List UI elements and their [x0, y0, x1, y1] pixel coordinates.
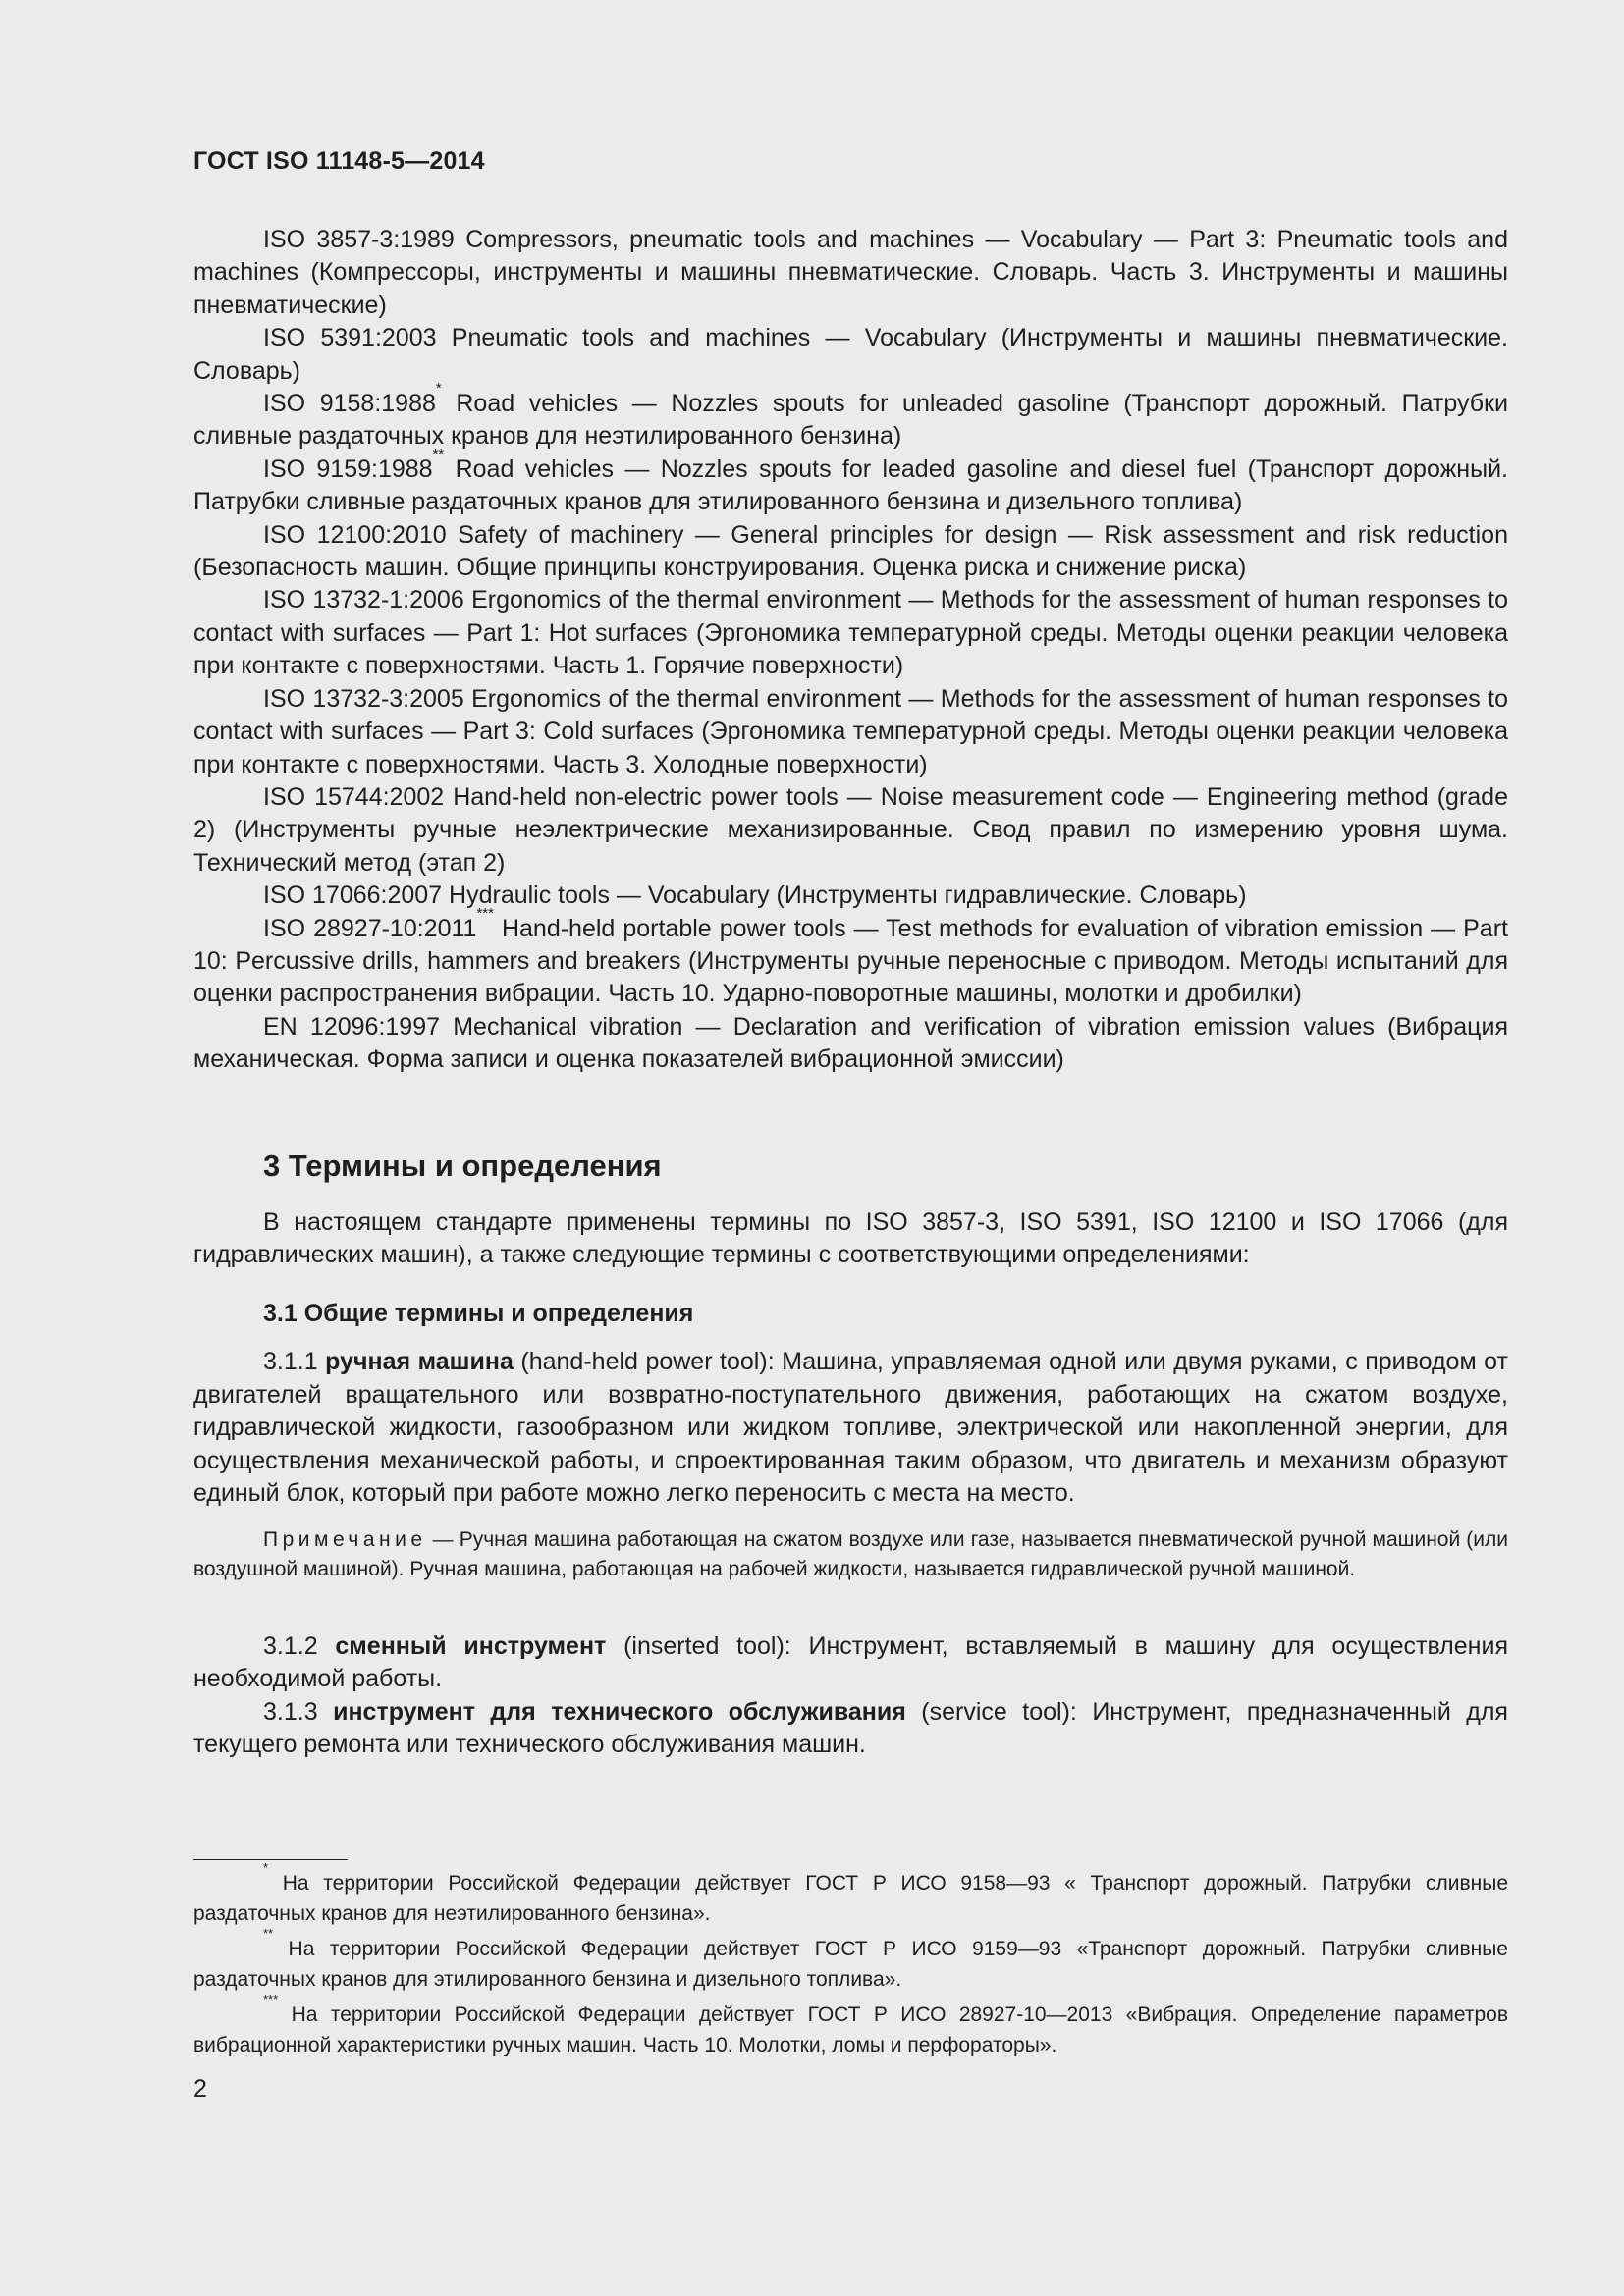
term-definition: (inserted tool): Инструмент, вставляемый в машину для осуществления необходимой работы.	[193, 1632, 1508, 1693]
normative-references	[193, 224, 1508, 1077]
term-definition: (hand-held power tool): Машина, управляемая одной или двумя руками, с приводом от двигателей вращательного или возвратно-поступательного движения, работающих на сжатом воздухе, гидравлической жидкости, газообразном или жидком топливе, электрической или накопленной энергии, для осуществления механической работы, и спроектированная таким образом, что двигатель и механизм образуют единый блок, который при работе можно легко переносить с места на место.	[193, 1348, 1508, 1508]
subsection-heading: 3.1 Общие термины и определения	[263, 1300, 694, 1327]
terms-3-1-2-and-3-1-3	[193, 1630, 1508, 1762]
term-number: 3.1.1	[263, 1348, 326, 1375]
page-number: 2	[193, 2075, 207, 2103]
reference-code: ISO 9158:1988	[263, 390, 436, 418]
footnote-separator	[193, 1859, 348, 1860]
footnote-mark: ***	[263, 1992, 279, 2006]
reference-en-12096: EN 12096:1997 Mechanical vibration — Declaration and verification of vibration emission values (Вибрация механическая. Форма записи и оценка показателей вибрационной эмиссии)	[193, 1012, 1508, 1074]
term-definition: (service tool): Инструмент, предназначенный для текущего ремонта или технического обслуживания машин.	[193, 1697, 1508, 1759]
footnote-text: На территории Российской Федерации действует ГОСТ Р ИСО 9158—93 « Транспорт дорожный. Патрубки сливные раздаточных кранов для неэтилированного бензина».	[193, 1872, 1508, 1925]
section-heading: 3 Термины и определения	[263, 1148, 662, 1183]
term-3-1-3	[193, 1696, 1508, 1762]
term-number: 3.1.2	[263, 1632, 336, 1660]
reference-title: Hand-held portable power tools — Test methods for evaluation of vibration emission — Part 10: Percussive drills, hammers and breakers (Инструменты ручные переносные с приводом. Методы испытаний для оценки распространения вибрации. Часть 10. Ударно-поворотные машины, молотки и дробилки)	[193, 914, 1508, 1008]
footnote-3	[193, 1992, 1508, 2060]
footnote-text: На территории Российской Федерации действует ГОСТ Р ИСО 28927-10—2013 «Вибрация. Определение параметров вибрационной характеристики ручных машин. Часть 10. Молотки, ломы и перфораторы».	[193, 2003, 1508, 2056]
term-3-1-1	[193, 1346, 1508, 1511]
footnote-text: На территории Российской Федерации действует ГОСТ Р ИСО 9159—93 «Транспорт дорожный. Патрубки сливные раздаточных кранов для этилированного бензина и дизельного топлива».	[193, 1938, 1508, 1991]
term-number: 3.1.3	[263, 1697, 334, 1726]
note-text: — Ручная машина работающая на сжатом воздухе или газе, называется пневматической ручной машиной (или воздушной машиной). Ручная машина, работающая на рабочей жидкости, называется гидравлической ручной машиной.	[193, 1528, 1508, 1580]
reference-iso-17066: ISO 17066:2007 Hydraulic tools — Vocabulary (Инструменты гидравлические. Словарь)	[263, 881, 1247, 910]
reference-iso-15744: ISO 15744:2002 Hand-held non-electric power tools — Noise measurement code — Engineering method (grade 2) (Инструменты ручные неэлектрические механизированные. Свод правил по измерению уровня шума. Технический метод (этап 2)	[193, 782, 1508, 877]
document-header: ГОСТ ISO 11148-5—2014	[193, 147, 485, 175]
term-note	[193, 1525, 1508, 1584]
footnote-mark: **	[263, 1926, 274, 1941]
reference-code: ISO 9159:1988	[263, 454, 433, 483]
footnote-1	[193, 1860, 1508, 1929]
term-name: ручная машина	[325, 1348, 514, 1375]
footnotes	[193, 1860, 1508, 2065]
footnote-2	[193, 1926, 1508, 1995]
reference-iso-13732-3: ISO 13732-3:2005 Ergonomics of the thermal environment — Methods for the assessment of human responses to contact with surfaces — Part 3: Cold surfaces (Эргономика температурной среды. Методы оценки реакции человека при контакте с поверхностями. Часть 3. Холодные поверхности)	[193, 684, 1508, 778]
footnote-mark: ***	[476, 904, 494, 922]
term-name: инструмент для технического обслуживания	[333, 1697, 906, 1726]
reference-title: Road vehicles — Nozzles spouts for leaded gasoline and diesel fuel (Транспорт дорожный. Патрубки сливные раздаточных кранов для этилированного бензина и дизельного топлива)	[193, 454, 1508, 516]
reference-iso-9159	[193, 445, 1508, 519]
reference-code: ISO 28927-10:2011	[263, 914, 477, 942]
term-paragraph	[193, 1346, 1508, 1511]
reference-title: Road vehicles — Nozzles spouts for unleaded gasoline (Транспорт дорожный. Патрубки сливные раздаточных кранов для неэтилированного бензина)	[193, 390, 1508, 451]
reference-iso-12100: ISO 12100:2010 Safety of machinery — General principles for design — Risk assessment and risk reduction (Безопасность машин. Общие принципы конструирования. Оценка риска и снижение риска)	[193, 520, 1508, 582]
reference-iso-9158	[193, 380, 1508, 454]
reference-iso-28927-10	[193, 904, 1508, 1011]
footnote-mark: **	[432, 445, 445, 462]
section-intro	[193, 1206, 1508, 1272]
reference-iso-3857-3: ISO 3857-3:1989 Compressors, pneumatic tools and machines — Vocabulary — Part 3: Pneumatic tools and machines (Компрессоры, инструменты и машины пневматические. Словарь. Часть 3. Инструменты и машины пневматические)	[193, 226, 1508, 319]
reference-iso-5391: ISO 5391:2003 Pneumatic tools and machines — Vocabulary (Инструменты и машины пневматические. Словарь)	[193, 324, 1508, 385]
note-paragraph	[193, 1525, 1508, 1584]
term-name: сменный инструмент	[335, 1632, 607, 1660]
footnote-mark: *	[263, 1860, 269, 1875]
intro-paragraph: В настоящем стандарте применены термины по ISO 3857-3, ISO 5391, ISO 12100 и ISO 17066 (для гидравлических машин), а также следующие термины с соответствующими определениями:	[193, 1208, 1508, 1269]
term-3-1-2	[193, 1630, 1508, 1696]
footnote-mark: *	[435, 380, 442, 398]
note-label: Примечание	[263, 1528, 427, 1551]
reference-iso-13732-1: ISO 13732-1:2006 Ergonomics of the thermal environment — Methods for the assessment of human responses to contact with surfaces — Part 1: Hot surfaces (Эргономика температурной среды. Методы оценки реакции человека при контакте с поверхностями. Часть 1. Горячие поверхности)	[193, 586, 1508, 680]
